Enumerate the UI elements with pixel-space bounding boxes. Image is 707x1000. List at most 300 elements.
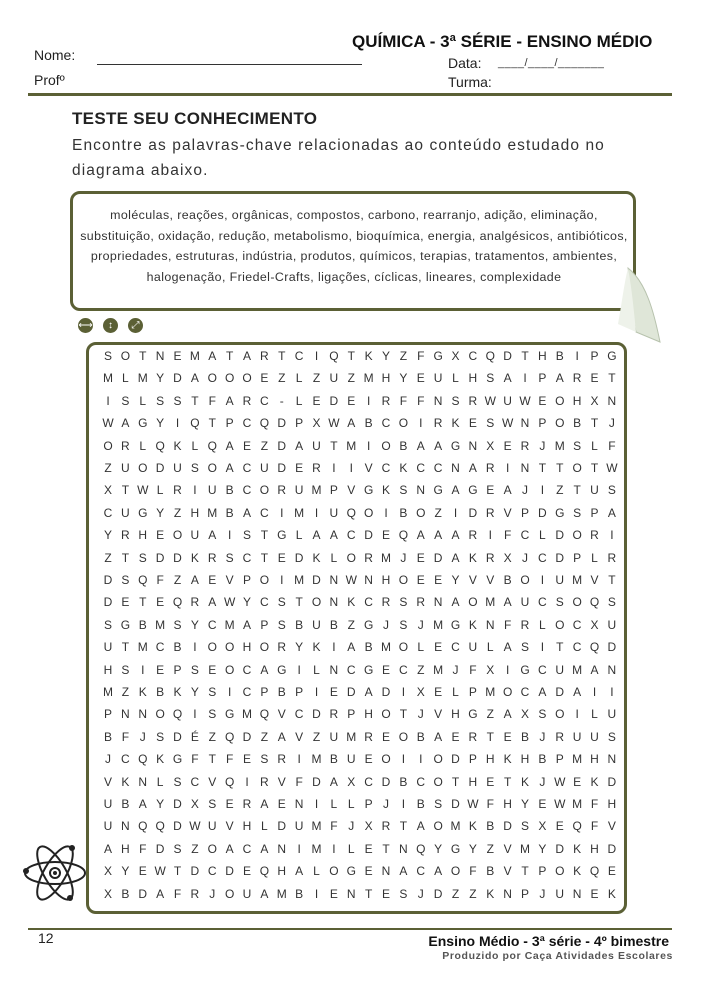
grid-cell[interactable]: P — [295, 416, 304, 431]
grid-cell[interactable]: J — [539, 886, 546, 901]
grid-cell[interactable]: X — [486, 438, 495, 453]
grid-cell[interactable]: I — [349, 461, 353, 475]
grid-cell[interactable]: P — [468, 685, 477, 699]
grid-cell[interactable]: V — [277, 774, 286, 789]
grid-cell[interactable]: D — [173, 797, 182, 811]
grid-cell[interactable]: M — [207, 505, 218, 520]
grid-cell[interactable]: O — [381, 707, 391, 722]
grid-cell[interactable]: G — [363, 662, 374, 677]
grid-cell[interactable]: X — [538, 819, 547, 834]
grid-cell[interactable]: A — [260, 797, 269, 811]
grid-cell[interactable]: J — [522, 550, 528, 565]
grid-cell[interactable]: J — [383, 617, 389, 632]
grid-cell[interactable]: H — [485, 752, 495, 767]
grid-cell[interactable]: M — [242, 707, 252, 722]
grid-cell[interactable]: B — [486, 864, 495, 879]
grid-cell[interactable]: D — [173, 729, 182, 744]
grid-cell[interactable]: K — [381, 483, 390, 498]
grid-cell[interactable]: E — [381, 886, 390, 901]
grid-cell[interactable]: Q — [589, 640, 600, 655]
grid-cell[interactable]: R — [364, 550, 373, 565]
grid-cell[interactable]: E — [538, 393, 547, 408]
grid-cell[interactable]: A — [208, 349, 217, 363]
grid-cell[interactable]: K — [573, 864, 582, 879]
grid-cell[interactable]: E — [364, 752, 373, 767]
grid-cell[interactable]: A — [260, 841, 269, 856]
grid-cell[interactable]: F — [121, 729, 130, 744]
grid-cell[interactable]: D — [555, 841, 565, 856]
grid-cell[interactable]: L — [122, 371, 129, 386]
grid-cell[interactable]: S — [138, 550, 147, 565]
grid-cell[interactable]: C — [416, 774, 426, 789]
grid-cell[interactable]: A — [503, 640, 512, 655]
grid-cell[interactable]: J — [209, 886, 216, 901]
grid-cell[interactable]: R — [277, 640, 287, 655]
grid-cell[interactable]: R — [242, 393, 252, 408]
grid-cell[interactable]: P — [538, 416, 547, 431]
grid-cell[interactable]: U — [329, 729, 339, 744]
grid-cell[interactable]: O — [207, 461, 217, 475]
grid-cell[interactable]: T — [399, 819, 408, 834]
grid-cell[interactable]: E — [208, 662, 217, 677]
grid-cell[interactable]: B — [416, 797, 425, 811]
grid-cell[interactable]: E — [242, 438, 251, 453]
grid-cell[interactable]: A — [225, 841, 234, 856]
grid-cell[interactable]: Z — [104, 550, 112, 565]
grid-cell[interactable]: A — [225, 393, 234, 408]
grid-cell[interactable]: T — [608, 371, 616, 386]
grid-cell[interactable]: I — [314, 505, 319, 520]
grid-cell[interactable]: L — [452, 371, 459, 386]
grid-cell[interactable]: U — [260, 461, 269, 475]
grid-cell[interactable]: Q — [572, 819, 582, 834]
grid-cell[interactable]: L — [452, 685, 459, 699]
grid-cell[interactable]: K — [138, 685, 147, 699]
grid-cell[interactable]: D — [242, 729, 252, 744]
grid-cell[interactable]: U — [329, 371, 339, 386]
grid-cell[interactable]: O — [398, 416, 409, 431]
grid-cell[interactable]: K — [573, 841, 582, 856]
grid-cell[interactable]: V — [503, 864, 512, 879]
grid-cell[interactable]: D — [329, 393, 339, 408]
grid-cell[interactable]: Y — [103, 528, 112, 543]
grid-cell[interactable]: V — [225, 573, 234, 587]
grid-cell[interactable]: M — [294, 505, 305, 520]
grid-cell[interactable]: A — [434, 729, 443, 744]
grid-cell[interactable]: E — [416, 550, 425, 565]
grid-cell[interactable]: T — [556, 461, 564, 475]
grid-cell[interactable]: R — [416, 595, 426, 610]
grid-cell[interactable]: O — [555, 393, 565, 408]
grid-cell[interactable]: W — [554, 797, 566, 811]
grid-cell[interactable]: N — [433, 393, 443, 408]
grid-cell[interactable]: U — [103, 819, 113, 834]
grid-cell[interactable]: P — [260, 685, 269, 699]
grid-cell[interactable]: R — [121, 528, 130, 543]
grid-cell[interactable]: G — [555, 505, 565, 520]
grid-cell[interactable]: R — [555, 729, 565, 744]
grid-cell[interactable]: Q — [138, 819, 148, 834]
grid-cell[interactable]: M — [311, 483, 322, 498]
grid-cell[interactable]: T — [260, 550, 269, 565]
grid-cell[interactable]: I — [332, 461, 336, 475]
grid-cell[interactable]: D — [312, 573, 321, 587]
grid-cell[interactable]: C — [381, 461, 391, 475]
grid-cell[interactable]: K — [486, 886, 495, 901]
grid-cell[interactable]: Y — [156, 371, 165, 386]
grid-cell[interactable]: A — [451, 483, 460, 498]
grid-cell[interactable]: J — [522, 483, 528, 498]
grid-cell[interactable]: Z — [469, 886, 477, 901]
grid-cell[interactable]: G — [520, 662, 530, 677]
grid-cell[interactable]: R — [329, 707, 339, 722]
grid-cell[interactable]: Z — [278, 371, 286, 386]
grid-cell[interactable]: W — [467, 797, 479, 811]
grid-cell[interactable]: O — [242, 371, 252, 386]
grid-cell[interactable]: N — [607, 662, 617, 677]
grid-cell[interactable]: I — [227, 685, 232, 699]
grid-cell[interactable]: I — [505, 662, 510, 677]
grid-cell[interactable]: A — [451, 595, 460, 610]
grid-cell[interactable]: Q — [207, 438, 217, 453]
grid-cell[interactable]: Y — [520, 797, 529, 811]
grid-cell[interactable]: G — [363, 483, 374, 498]
grid-cell[interactable]: P — [173, 662, 182, 677]
grid-cell[interactable]: A — [434, 528, 443, 543]
grid-cell[interactable]: M — [433, 662, 444, 677]
grid-cell[interactable]: P — [538, 864, 547, 879]
grid-cell[interactable]: B — [225, 505, 234, 520]
grid-cell[interactable]: N — [416, 483, 426, 498]
grid-cell[interactable]: H — [242, 640, 252, 655]
grid-cell[interactable]: E — [590, 886, 599, 901]
grid-cell[interactable]: N — [329, 595, 339, 610]
grid-cell[interactable]: P — [573, 550, 582, 565]
grid-cell[interactable]: W — [606, 461, 618, 475]
grid-cell[interactable]: U — [312, 438, 321, 453]
grid-cell[interactable]: A — [347, 416, 356, 431]
grid-cell[interactable]: C — [260, 595, 269, 610]
grid-cell[interactable]: D — [190, 864, 200, 879]
grid-cell[interactable]: T — [191, 393, 199, 408]
grid-cell[interactable]: U — [503, 393, 512, 408]
grid-cell[interactable]: Y — [399, 371, 408, 386]
grid-cell[interactable]: E — [156, 595, 165, 610]
grid-cell[interactable]: M — [520, 841, 530, 856]
grid-cell[interactable]: Z — [347, 371, 355, 386]
grid-cell[interactable]: K — [121, 774, 130, 789]
grid-cell[interactable]: M — [572, 573, 583, 587]
grid-cell[interactable]: H — [364, 707, 373, 722]
grid-cell[interactable]: W — [102, 416, 114, 431]
grid-cell[interactable]: U — [590, 729, 599, 744]
grid-cell[interactable]: I — [245, 774, 249, 789]
grid-cell[interactable]: R — [607, 550, 617, 565]
grid-cell[interactable]: A — [208, 595, 217, 610]
grid-cell[interactable]: C — [207, 864, 217, 879]
grid-cell[interactable]: E — [416, 371, 425, 386]
grid-cell[interactable]: G — [120, 617, 131, 632]
grid-cell[interactable]: O — [311, 595, 322, 610]
grid-cell[interactable]: G — [607, 349, 617, 363]
grid-cell[interactable]: U — [103, 640, 113, 655]
grid-cell[interactable]: K — [503, 752, 512, 767]
grid-cell[interactable]: M — [381, 550, 391, 565]
grid-cell[interactable]: Q — [259, 707, 270, 722]
grid-cell[interactable]: A — [312, 528, 321, 543]
grid-cell[interactable]: E — [295, 461, 304, 475]
grid-cell[interactable]: Z — [104, 461, 112, 475]
grid-cell[interactable]: T — [538, 461, 547, 475]
grid-cell[interactable]: R — [277, 752, 287, 767]
grid-cell[interactable]: X — [590, 393, 599, 408]
grid-cell[interactable]: I — [332, 640, 336, 655]
grid-cell[interactable]: S — [573, 438, 582, 453]
grid-cell[interactable]: C — [242, 461, 252, 475]
grid-cell[interactable]: W — [345, 573, 357, 587]
grid-cell[interactable]: D — [607, 640, 617, 655]
grid-cell[interactable]: O — [468, 595, 478, 610]
grid-cell[interactable]: D — [138, 886, 148, 901]
grid-cell[interactable]: J — [452, 662, 459, 677]
grid-cell[interactable]: B — [486, 819, 495, 834]
grid-cell[interactable]: D — [451, 752, 460, 767]
grid-cell[interactable]: D — [555, 550, 565, 565]
grid-cell[interactable]: O — [207, 640, 217, 655]
grid-cell[interactable]: N — [329, 662, 339, 677]
grid-cell[interactable]: A — [347, 640, 356, 655]
grid-cell[interactable]: M — [189, 349, 200, 363]
grid-cell[interactable]: M — [155, 617, 166, 632]
grid-cell[interactable]: Z — [173, 505, 182, 520]
grid-cell[interactable]: K — [468, 819, 477, 834]
grid-cell[interactable]: O — [555, 864, 565, 879]
grid-cell[interactable]: O — [572, 461, 582, 475]
grid-cell[interactable]: R — [485, 550, 495, 565]
grid-cell[interactable]: N — [520, 416, 530, 431]
grid-cell[interactable]: Z — [556, 483, 564, 498]
grid-cell[interactable]: F — [191, 752, 199, 767]
grid-cell[interactable]: N — [121, 707, 130, 722]
grid-cell[interactable]: W — [501, 416, 514, 431]
grid-cell[interactable]: D — [381, 685, 391, 699]
grid-cell[interactable]: L — [313, 864, 320, 879]
grid-cell[interactable]: D — [607, 841, 617, 856]
grid-cell[interactable]: E — [225, 797, 234, 811]
grid-cell[interactable]: A — [242, 505, 251, 520]
grid-cell[interactable]: L — [591, 550, 598, 565]
grid-cell[interactable]: C — [416, 864, 426, 879]
grid-cell[interactable]: E — [277, 550, 286, 565]
grid-cell[interactable]: T — [608, 573, 616, 587]
grid-cell[interactable]: B — [121, 886, 130, 901]
grid-cell[interactable]: Z — [260, 729, 269, 744]
grid-cell[interactable]: C — [468, 349, 478, 363]
grid-cell[interactable]: O — [520, 573, 530, 587]
grid-cell[interactable]: Q — [589, 864, 600, 879]
grid-cell[interactable]: U — [555, 886, 565, 901]
grid-cell[interactable]: F — [608, 438, 616, 453]
grid-cell[interactable]: A — [503, 595, 512, 610]
grid-cell[interactable]: X — [312, 416, 321, 431]
grid-cell[interactable]: R — [520, 617, 530, 632]
grid-cell[interactable]: L — [347, 797, 355, 811]
grid-cell[interactable]: D — [312, 707, 321, 722]
grid-cell[interactable]: D — [312, 774, 321, 789]
grid-cell[interactable]: A — [416, 528, 425, 543]
grid-cell[interactable]: A — [138, 797, 147, 811]
grid-cell[interactable]: O — [363, 505, 374, 520]
grid-cell[interactable]: B — [399, 505, 408, 520]
grid-cell[interactable]: E — [486, 774, 495, 789]
grid-cell[interactable]: C — [520, 685, 530, 699]
grid-cell[interactable]: Q — [398, 528, 409, 543]
grid-cell[interactable]: Y — [468, 841, 477, 856]
grid-cell[interactable]: E — [242, 864, 251, 879]
grid-cell[interactable]: I — [453, 505, 458, 520]
grid-cell[interactable]: C — [364, 595, 373, 610]
grid-cell[interactable]: L — [330, 550, 338, 565]
grid-cell[interactable]: I — [575, 349, 579, 363]
grid-cell[interactable]: D — [451, 797, 460, 811]
grid-cell[interactable]: P — [538, 371, 547, 386]
grid-cell[interactable]: Q — [155, 819, 165, 834]
grid-cell[interactable]: E — [260, 371, 269, 386]
grid-cell[interactable]: A — [434, 864, 443, 879]
grid-cell[interactable]: I — [419, 416, 423, 431]
grid-cell[interactable]: D — [277, 416, 287, 431]
grid-cell[interactable]: A — [503, 707, 512, 722]
grid-cell[interactable]: E — [121, 595, 130, 610]
grid-cell[interactable]: A — [295, 438, 304, 453]
grid-cell[interactable]: S — [607, 729, 616, 744]
grid-cell[interactable]: R — [520, 438, 530, 453]
grid-cell[interactable]: N — [294, 797, 304, 811]
grid-cell[interactable]: C — [381, 416, 391, 431]
grid-cell[interactable]: L — [295, 393, 303, 408]
grid-cell[interactable]: W — [519, 393, 531, 408]
grid-cell[interactable]: E — [468, 416, 477, 431]
grid-cell[interactable]: S — [121, 573, 130, 587]
grid-cell[interactable]: L — [139, 438, 147, 453]
grid-cell[interactable]: N — [485, 617, 495, 632]
grid-cell[interactable]: T — [364, 886, 373, 901]
grid-cell[interactable]: Y — [242, 595, 251, 610]
grid-cell[interactable]: P — [103, 707, 112, 722]
grid-cell[interactable]: X — [103, 483, 112, 498]
grid-cell[interactable]: S — [486, 416, 495, 431]
grid-cell[interactable]: A — [434, 438, 443, 453]
grid-cell[interactable]: S — [555, 595, 564, 610]
grid-cell[interactable]: K — [590, 774, 599, 789]
grid-cell[interactable]: D — [433, 550, 443, 565]
grid-cell[interactable]: G — [363, 617, 374, 632]
grid-cell[interactable]: S — [173, 393, 182, 408]
grid-cell[interactable]: Y — [156, 505, 165, 520]
grid-cell[interactable]: D — [503, 349, 512, 363]
grid-cell[interactable]: C — [416, 461, 426, 475]
grid-cell[interactable]: M — [381, 640, 391, 655]
grid-cell[interactable]: Z — [486, 707, 494, 722]
grid-cell[interactable]: O — [138, 461, 148, 475]
grid-cell[interactable]: D — [103, 595, 113, 610]
grid-cell[interactable]: O — [207, 371, 217, 386]
grid-cell[interactable]: E — [329, 886, 338, 901]
grid-cell[interactable]: Q — [190, 416, 200, 431]
grid-cell[interactable]: K — [468, 617, 477, 632]
grid-cell[interactable]: F — [399, 393, 408, 408]
grid-cell[interactable]: E — [416, 573, 425, 587]
grid-cell[interactable]: P — [225, 416, 234, 431]
grid-cell[interactable]: H — [520, 752, 530, 767]
grid-cell[interactable]: M — [346, 729, 357, 744]
grid-cell[interactable]: U — [433, 371, 443, 386]
grid-cell[interactable]: E — [573, 774, 582, 789]
grid-cell[interactable]: D — [381, 774, 391, 789]
grid-cell[interactable]: N — [607, 752, 617, 767]
grid-cell[interactable]: O — [555, 707, 565, 722]
grid-cell[interactable]: C — [399, 662, 408, 677]
grid-cell[interactable]: T — [590, 461, 599, 475]
grid-cell[interactable]: E — [538, 797, 547, 811]
grid-cell[interactable]: Y — [190, 617, 199, 632]
grid-cell[interactable]: L — [191, 438, 199, 453]
grid-cell[interactable]: I — [401, 797, 406, 811]
grid-cell[interactable]: U — [468, 640, 478, 655]
grid-cell[interactable]: L — [330, 797, 338, 811]
grid-cell[interactable]: G — [277, 528, 287, 543]
grid-cell[interactable]: H — [590, 841, 599, 856]
grid-cell[interactable]: C — [242, 483, 252, 498]
grid-cell[interactable]: G — [468, 707, 478, 722]
grid-cell[interactable]: P — [347, 707, 356, 722]
grid-cell[interactable]: S — [607, 595, 616, 610]
grid-cell[interactable]: F — [469, 662, 477, 677]
grid-cell[interactable]: T — [121, 550, 130, 565]
grid-cell[interactable]: I — [332, 841, 336, 856]
grid-cell[interactable]: X — [503, 550, 512, 565]
grid-cell[interactable]: V — [468, 573, 477, 587]
grid-cell[interactable]: M — [137, 640, 148, 655]
grid-cell[interactable]: G — [433, 483, 443, 498]
grid-cell[interactable]: M — [311, 841, 322, 856]
grid-cell[interactable]: Z — [208, 729, 216, 744]
grid-cell[interactable]: B — [329, 617, 338, 632]
grid-cell[interactable]: R — [381, 819, 391, 834]
grid-cell[interactable]: A — [329, 528, 338, 543]
grid-cell[interactable]: D — [555, 528, 565, 543]
grid-cell[interactable]: R — [485, 505, 495, 520]
grid-cell[interactable]: U — [555, 662, 565, 677]
grid-cell[interactable]: A — [190, 573, 199, 587]
grid-cell[interactable]: H — [121, 841, 130, 856]
grid-cell[interactable]: O — [398, 573, 409, 587]
grid-cell[interactable]: S — [399, 483, 408, 498]
grid-cell[interactable]: A — [451, 528, 460, 543]
grid-cell[interactable]: E — [208, 573, 217, 587]
grid-cell[interactable]: K — [399, 461, 408, 475]
grid-cell[interactable]: I — [540, 573, 545, 587]
grid-cell[interactable]: G — [450, 438, 461, 453]
grid-cell[interactable]: X — [103, 864, 112, 879]
grid-cell[interactable]: N — [138, 707, 148, 722]
grid-cell[interactable]: P — [520, 505, 529, 520]
grid-cell[interactable]: R — [468, 729, 478, 744]
grid-cell[interactable]: I — [401, 685, 406, 699]
grid-cell[interactable]: D — [433, 886, 443, 901]
grid-cell[interactable]: N — [277, 841, 287, 856]
grid-cell[interactable]: J — [539, 729, 546, 744]
